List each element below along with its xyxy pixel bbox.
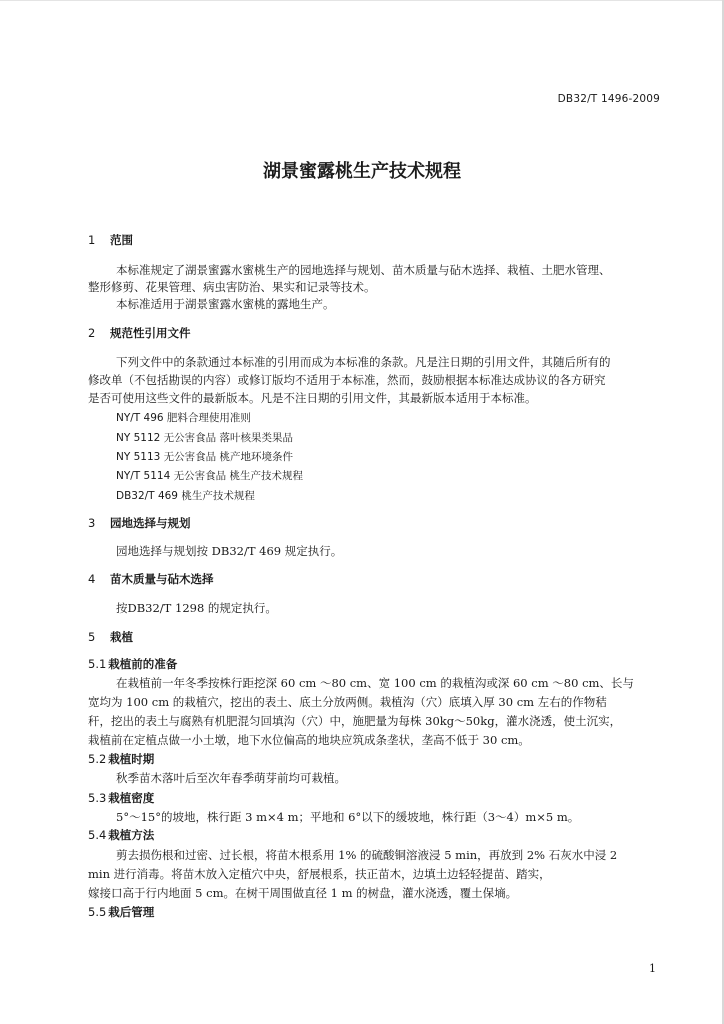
subsection-heading-5-3: 5.3 栽植密度 bbox=[88, 791, 155, 805]
standard-code: DB32/T 1496-2009 bbox=[557, 93, 660, 105]
reference-item: NY/T 496 肥料合理使用准则 bbox=[116, 412, 251, 424]
refs-paragraph-line-3: 是否可使用这些文件的最新版本。凡是不注日期的引用文件，其最新版本适用于本标准。 bbox=[88, 391, 537, 405]
section-heading-3: 3 园地选择与规划 bbox=[88, 516, 191, 530]
subsection-heading-5-4: 5.4 栽植方法 bbox=[88, 828, 155, 842]
document-title: 湖景蜜露桃生产技术规程 bbox=[263, 161, 461, 182]
s53-text: 5°～15°的坡地，株行距 3 m×4 m；平地和 6°以下的缓坡地，株行距（3～4）m×5 m。 bbox=[116, 810, 580, 824]
refs-paragraph-line-2: 修改单（不包括勘误的内容）或修订版均不适用于本标准，然而，鼓励根据本标准达成协议的各方研究 bbox=[88, 373, 606, 387]
scope-applicability: 本标准适用于湖景蜜露水蜜桃的露地生产。 bbox=[116, 297, 335, 311]
subsection-heading-5-5: 5.5 栽后管理 bbox=[88, 905, 155, 919]
section-heading-2: 2 规范性引用文件 bbox=[88, 326, 191, 340]
page-number: 1 bbox=[649, 962, 656, 975]
s54-line-3: 嫁接口高于行内地面 5 cm。在树干周围做直径 1 m 的树盘，灌水浇透，覆土保墒。 bbox=[88, 886, 518, 900]
s51-line-4: 栽植前在定植点做一小土墩，地下水位偏高的地块应筑成条垄状，垄高不低于 30 cm。 bbox=[88, 733, 530, 747]
section-heading-1: 1 范围 bbox=[88, 233, 133, 247]
s54-line-2: min 进行消毒。将苗木放入定植穴中央，舒展根系，扶正苗木，边填土边轻轻提苗、踏实， bbox=[88, 867, 551, 881]
s51-line-3: 秆，挖出的表土与腐熟有机肥混匀回填沟（穴）中，施肥量为每株 30kg～50kg，灌水浇透，使土沉实， bbox=[88, 714, 622, 728]
scope-paragraph-line-1: 本标准规定了湖景蜜露水蜜桃生产的园地选择与规划、苗木质量与砧木选择、栽植、土肥水管理、 bbox=[116, 263, 611, 277]
reference-item: DB32/T 469 桃生产技术规程 bbox=[116, 490, 255, 502]
reference-item: NY/T 5114 无公害食品 桃生产技术规程 bbox=[116, 470, 303, 482]
scope-paragraph-line-2: 整形修剪、花果管理、病虫害防治、果实和记录等技术。 bbox=[88, 280, 376, 294]
section-heading-4: 4 苗木质量与砧木选择 bbox=[88, 572, 214, 586]
section-4-text: 按DB32/T 1298 的规定执行。 bbox=[116, 601, 277, 615]
reference-item: NY 5112 无公害食品 落叶核果类果品 bbox=[116, 432, 294, 444]
refs-paragraph-line-1: 下列文件中的条款通过本标准的引用而成为本标准的条款。凡是注日期的引用文件，其随后所有的 bbox=[116, 355, 611, 369]
s51-line-1: 在栽植前一年冬季按株行距挖深 60 cm ～80 cm、宽 100 cm 的栽植沟或深 60 cm ～80 cm、长与 bbox=[116, 676, 634, 690]
s54-line-1: 剪去损伤根和过密、过长根，将苗木根系用 1% 的硫酸铜溶液浸 5 min，再放到 2% 石灰水中浸 2 bbox=[116, 848, 618, 862]
s51-line-2: 宽均为 100 cm 的栽植穴，挖出的表土、底土分放两侧。栽植沟（穴）底填入厚 30 cm 左右的作物秸 bbox=[88, 695, 607, 709]
s52-text: 秋季苗木落叶后至次年春季萌芽前均可栽植。 bbox=[116, 771, 346, 785]
section-3-text: 园地选择与规划按 DB32/T 469 规定执行。 bbox=[116, 544, 343, 558]
subsection-heading-5-2: 5.2 栽植时期 bbox=[88, 752, 155, 766]
scan-top-edge bbox=[0, 0, 724, 1]
subsection-heading-5-1: 5.1 栽植前的准备 bbox=[88, 657, 178, 671]
reference-item: NY 5113 无公害食品 桃产地环境条件 bbox=[116, 451, 294, 463]
section-heading-5: 5 栽植 bbox=[88, 630, 133, 644]
